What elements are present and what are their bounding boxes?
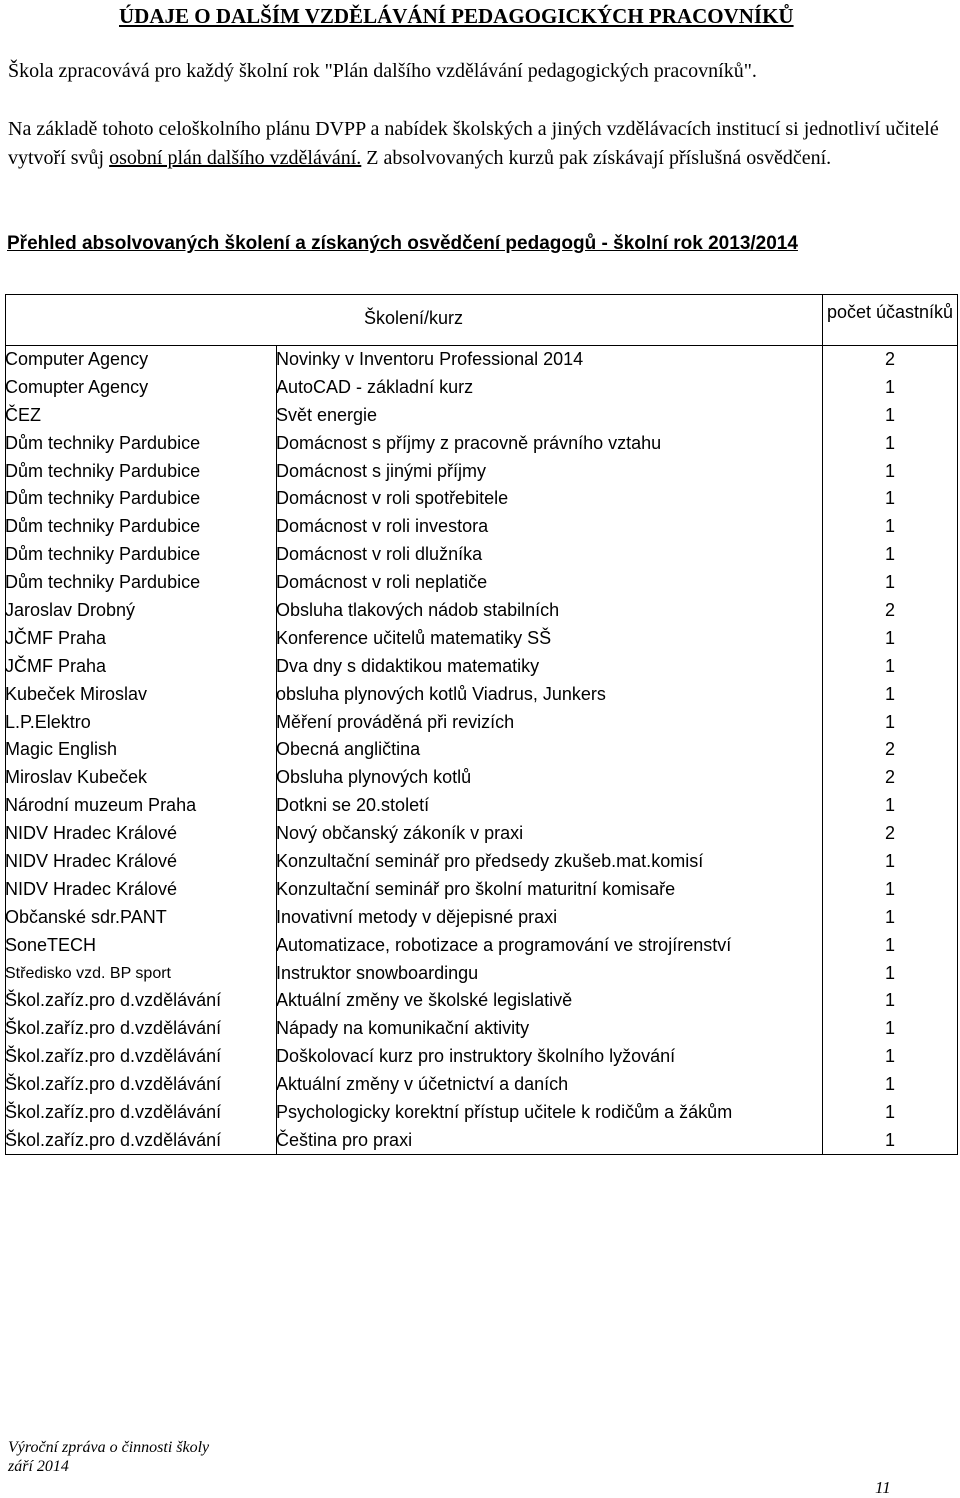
row-course: Nový občanský zákoník v praxi xyxy=(276,823,524,844)
row-participant-count: 1 xyxy=(884,544,895,565)
page-title: ÚDAJE O DALŠÍM VZDĚLÁVÁNÍ PEDAGOGICKÝCH PRACOVNÍKŮ xyxy=(119,4,794,28)
row-organization: Comupter Agency xyxy=(5,376,149,397)
row-organization: Dům techniky Pardubice xyxy=(5,572,201,593)
paragraph-underlined: osobní plán dalšího vzdělávání. xyxy=(109,147,362,169)
table-row xyxy=(5,987,958,1015)
table-row xyxy=(5,346,958,374)
row-participant-count: 2 xyxy=(884,349,895,369)
row-participant-count: 2 xyxy=(884,767,895,788)
table-row xyxy=(5,597,958,625)
training-table xyxy=(5,294,958,1155)
row-course: Domácnost s příjmy z pracovně právního vztahu xyxy=(276,432,662,453)
table-row xyxy=(5,1099,958,1127)
paragraph-part2: Z absolvovaných kurzů pak získávají příslušná osvědčení. xyxy=(361,147,832,169)
row-organization: NIDV Hradec Králové xyxy=(5,878,178,899)
intro-paragraph xyxy=(8,115,958,173)
row-participant-count: 2 xyxy=(884,739,895,760)
row-organization: Computer Agency xyxy=(5,349,149,369)
table-header xyxy=(5,294,958,346)
footer-report-title: Výroční zpráva o činnosti školy xyxy=(8,1439,210,1456)
row-organization: Národní muzeum Praha xyxy=(5,795,197,816)
page-number: 11 xyxy=(875,1478,891,1497)
row-course: Automatizace, robotizace a programování ve strojírenství xyxy=(276,934,732,955)
row-organization: Škol.zaříz.pro d.vzdělávání xyxy=(5,1074,222,1095)
row-participant-count: 1 xyxy=(884,655,895,676)
table-row xyxy=(5,541,958,569)
row-course: Aktuální změny ve školské legislativě xyxy=(276,990,573,1011)
row-organization: Magic English xyxy=(5,739,118,760)
table-row xyxy=(5,513,958,541)
table-row xyxy=(5,569,958,597)
row-organization: L.P.Elektro xyxy=(5,711,91,732)
header-count-label: počet účastníků xyxy=(822,294,958,346)
row-participant-count: 1 xyxy=(884,404,895,425)
table-row xyxy=(5,430,958,458)
row-course: Obsluha plynových kotlů xyxy=(276,767,472,788)
table-row xyxy=(5,960,958,988)
row-organization: Dům techniky Pardubice xyxy=(5,488,201,509)
row-organization: SoneTECH xyxy=(5,934,97,955)
row-participant-count: 1 xyxy=(884,1102,895,1123)
table-row xyxy=(5,1127,958,1155)
row-course: Svět energie xyxy=(276,404,378,425)
row-participant-count: 1 xyxy=(884,711,895,732)
row-organization: Dům techniky Pardubice xyxy=(5,460,201,481)
table-count-divider xyxy=(822,346,823,1155)
row-course: Obsluha tlakových nádob stabilních xyxy=(276,600,560,621)
row-course: Konzultační seminář pro školní maturitní komisaře xyxy=(276,878,676,899)
row-organization: JČMF Praha xyxy=(5,655,107,676)
table-row xyxy=(5,848,958,876)
row-participant-count: 1 xyxy=(884,1129,895,1150)
row-course: Aktuální změny v účetnictví a daních xyxy=(276,1074,569,1095)
table-row xyxy=(5,709,958,737)
row-organization: Škol.zaříz.pro d.vzdělávání xyxy=(5,990,222,1011)
row-participant-count: 1 xyxy=(884,1018,895,1039)
table-bottom-border xyxy=(5,1154,958,1155)
row-participant-count: 1 xyxy=(884,460,895,481)
row-participant-count: 1 xyxy=(884,934,895,955)
row-organization: Dům techniky Pardubice xyxy=(5,544,201,565)
footer xyxy=(8,1438,209,1476)
row-participant-count: 1 xyxy=(884,1046,895,1067)
row-participant-count: 1 xyxy=(884,488,895,509)
row-course: Nápady na komunikační aktivity xyxy=(276,1018,530,1039)
table-row xyxy=(5,1015,958,1043)
row-course: AutoCAD - základní kurz xyxy=(276,376,474,397)
row-organization: ČEZ xyxy=(5,404,41,425)
table-row xyxy=(5,625,958,653)
row-course: Psychologicky korektní přístup učitele k rodičům a žákům xyxy=(276,1102,733,1123)
table-right-border xyxy=(957,346,958,1155)
row-participant-count: 1 xyxy=(884,990,895,1011)
row-course: Doškolovací kurz pro instruktory školního lyžování xyxy=(276,1046,676,1067)
table-row xyxy=(5,932,958,960)
row-participant-count: 1 xyxy=(884,1074,895,1095)
table-row xyxy=(5,1071,958,1099)
row-participant-count: 1 xyxy=(884,962,895,983)
row-course: Domácnost v roli investora xyxy=(276,516,489,537)
row-organization: Jaroslav Drobný xyxy=(5,600,136,621)
row-course: Čeština pro praxi xyxy=(276,1129,413,1150)
row-participant-count: 2 xyxy=(884,600,895,621)
row-course: Domácnost v roli neplatiče xyxy=(276,572,488,593)
row-organization: Dům techniky Pardubice xyxy=(5,516,201,537)
row-participant-count: 1 xyxy=(884,516,895,537)
row-participant-count: 2 xyxy=(884,823,895,844)
table-row xyxy=(5,1043,958,1071)
table-row xyxy=(5,736,958,764)
row-course: obsluha plynových kotlů Viadrus, Junkers xyxy=(276,683,606,704)
row-organization: Miroslav Kubeček xyxy=(5,767,148,788)
row-participant-count: 1 xyxy=(884,683,895,704)
row-course: Domácnost v roli dlužníka xyxy=(276,544,483,565)
table-row xyxy=(5,653,958,681)
row-participant-count: 1 xyxy=(884,795,895,816)
table-row xyxy=(5,904,958,932)
row-course: Obecná angličtina xyxy=(276,739,421,760)
table-row xyxy=(5,820,958,848)
row-participant-count: 1 xyxy=(884,878,895,899)
row-organization: JČMF Praha xyxy=(5,627,107,648)
section-title: Přehled absolvovaných školení a získaných osvědčení pedagogů - školní rok 2013/2014 xyxy=(7,233,798,254)
row-organization: Středisko vzd. BP sport xyxy=(5,964,171,982)
row-course: Instruktor snowboardingu xyxy=(276,962,479,983)
row-organization: Dům techniky Pardubice xyxy=(5,432,201,453)
row-course: Inovativní metody v dějepisné praxi xyxy=(276,906,558,927)
table-row xyxy=(5,485,958,513)
row-organization: Občanské sdr.PANT xyxy=(5,906,167,927)
row-organization: Škol.zaříz.pro d.vzdělávání xyxy=(5,1018,222,1039)
row-organization: NIDV Hradec Králové xyxy=(5,851,178,872)
row-organization: Škol.zaříz.pro d.vzdělávání xyxy=(5,1046,222,1067)
row-course: Dva dny s didaktikou matematiky xyxy=(276,655,540,676)
table-left-border xyxy=(5,346,6,1155)
row-participant-count: 1 xyxy=(884,376,895,397)
row-course: Novinky v Inventoru Professional 2014 xyxy=(276,349,584,369)
row-participant-count: 1 xyxy=(884,432,895,453)
table-row xyxy=(5,876,958,904)
row-organization: Škol.zaříz.pro d.vzdělávání xyxy=(5,1129,222,1150)
row-participant-count: 1 xyxy=(884,572,895,593)
row-participant-count: 1 xyxy=(884,627,895,648)
row-participant-count: 1 xyxy=(884,851,895,872)
table-row xyxy=(5,402,958,430)
paragraph-part1: Na základě tohoto celoškolního plánu DVPP a nabídek školských a jiných vzdělávacích institucí si jednotliví učitelé vytvoří svůj xyxy=(8,118,939,169)
table-row xyxy=(5,374,958,402)
row-organization: NIDV Hradec Králové xyxy=(5,823,178,844)
table-row xyxy=(5,764,958,792)
intro-text: Škola zpracovává pro každý školní rok "Plán dalšího vzdělávání pedagogických pracovníků". xyxy=(8,60,757,82)
header-course-label: Školení/kurz xyxy=(363,308,464,328)
row-organization: Škol.zaříz.pro d.vzdělávání xyxy=(5,1102,222,1123)
table-body xyxy=(5,346,958,1155)
row-course: Domácnost s jinými příjmy xyxy=(276,460,487,481)
row-organization: Kubeček Miroslav xyxy=(5,683,148,704)
table-row xyxy=(5,458,958,486)
row-participant-count: 1 xyxy=(884,906,895,927)
footer-date: září 2014 xyxy=(8,1458,69,1475)
table-row xyxy=(5,792,958,820)
row-course: Konference učitelů matematiky SŠ xyxy=(276,627,552,648)
row-course: Dotkni se 20.století xyxy=(276,795,430,816)
table-course-divider xyxy=(276,346,277,1155)
row-course: Měření prováděná při revizích xyxy=(276,711,515,732)
table-row xyxy=(5,681,958,709)
row-course: Konzultační seminář pro předsedy zkušeb.mat.komisí xyxy=(276,851,704,872)
row-course: Domácnost v roli spotřebitele xyxy=(276,488,509,509)
